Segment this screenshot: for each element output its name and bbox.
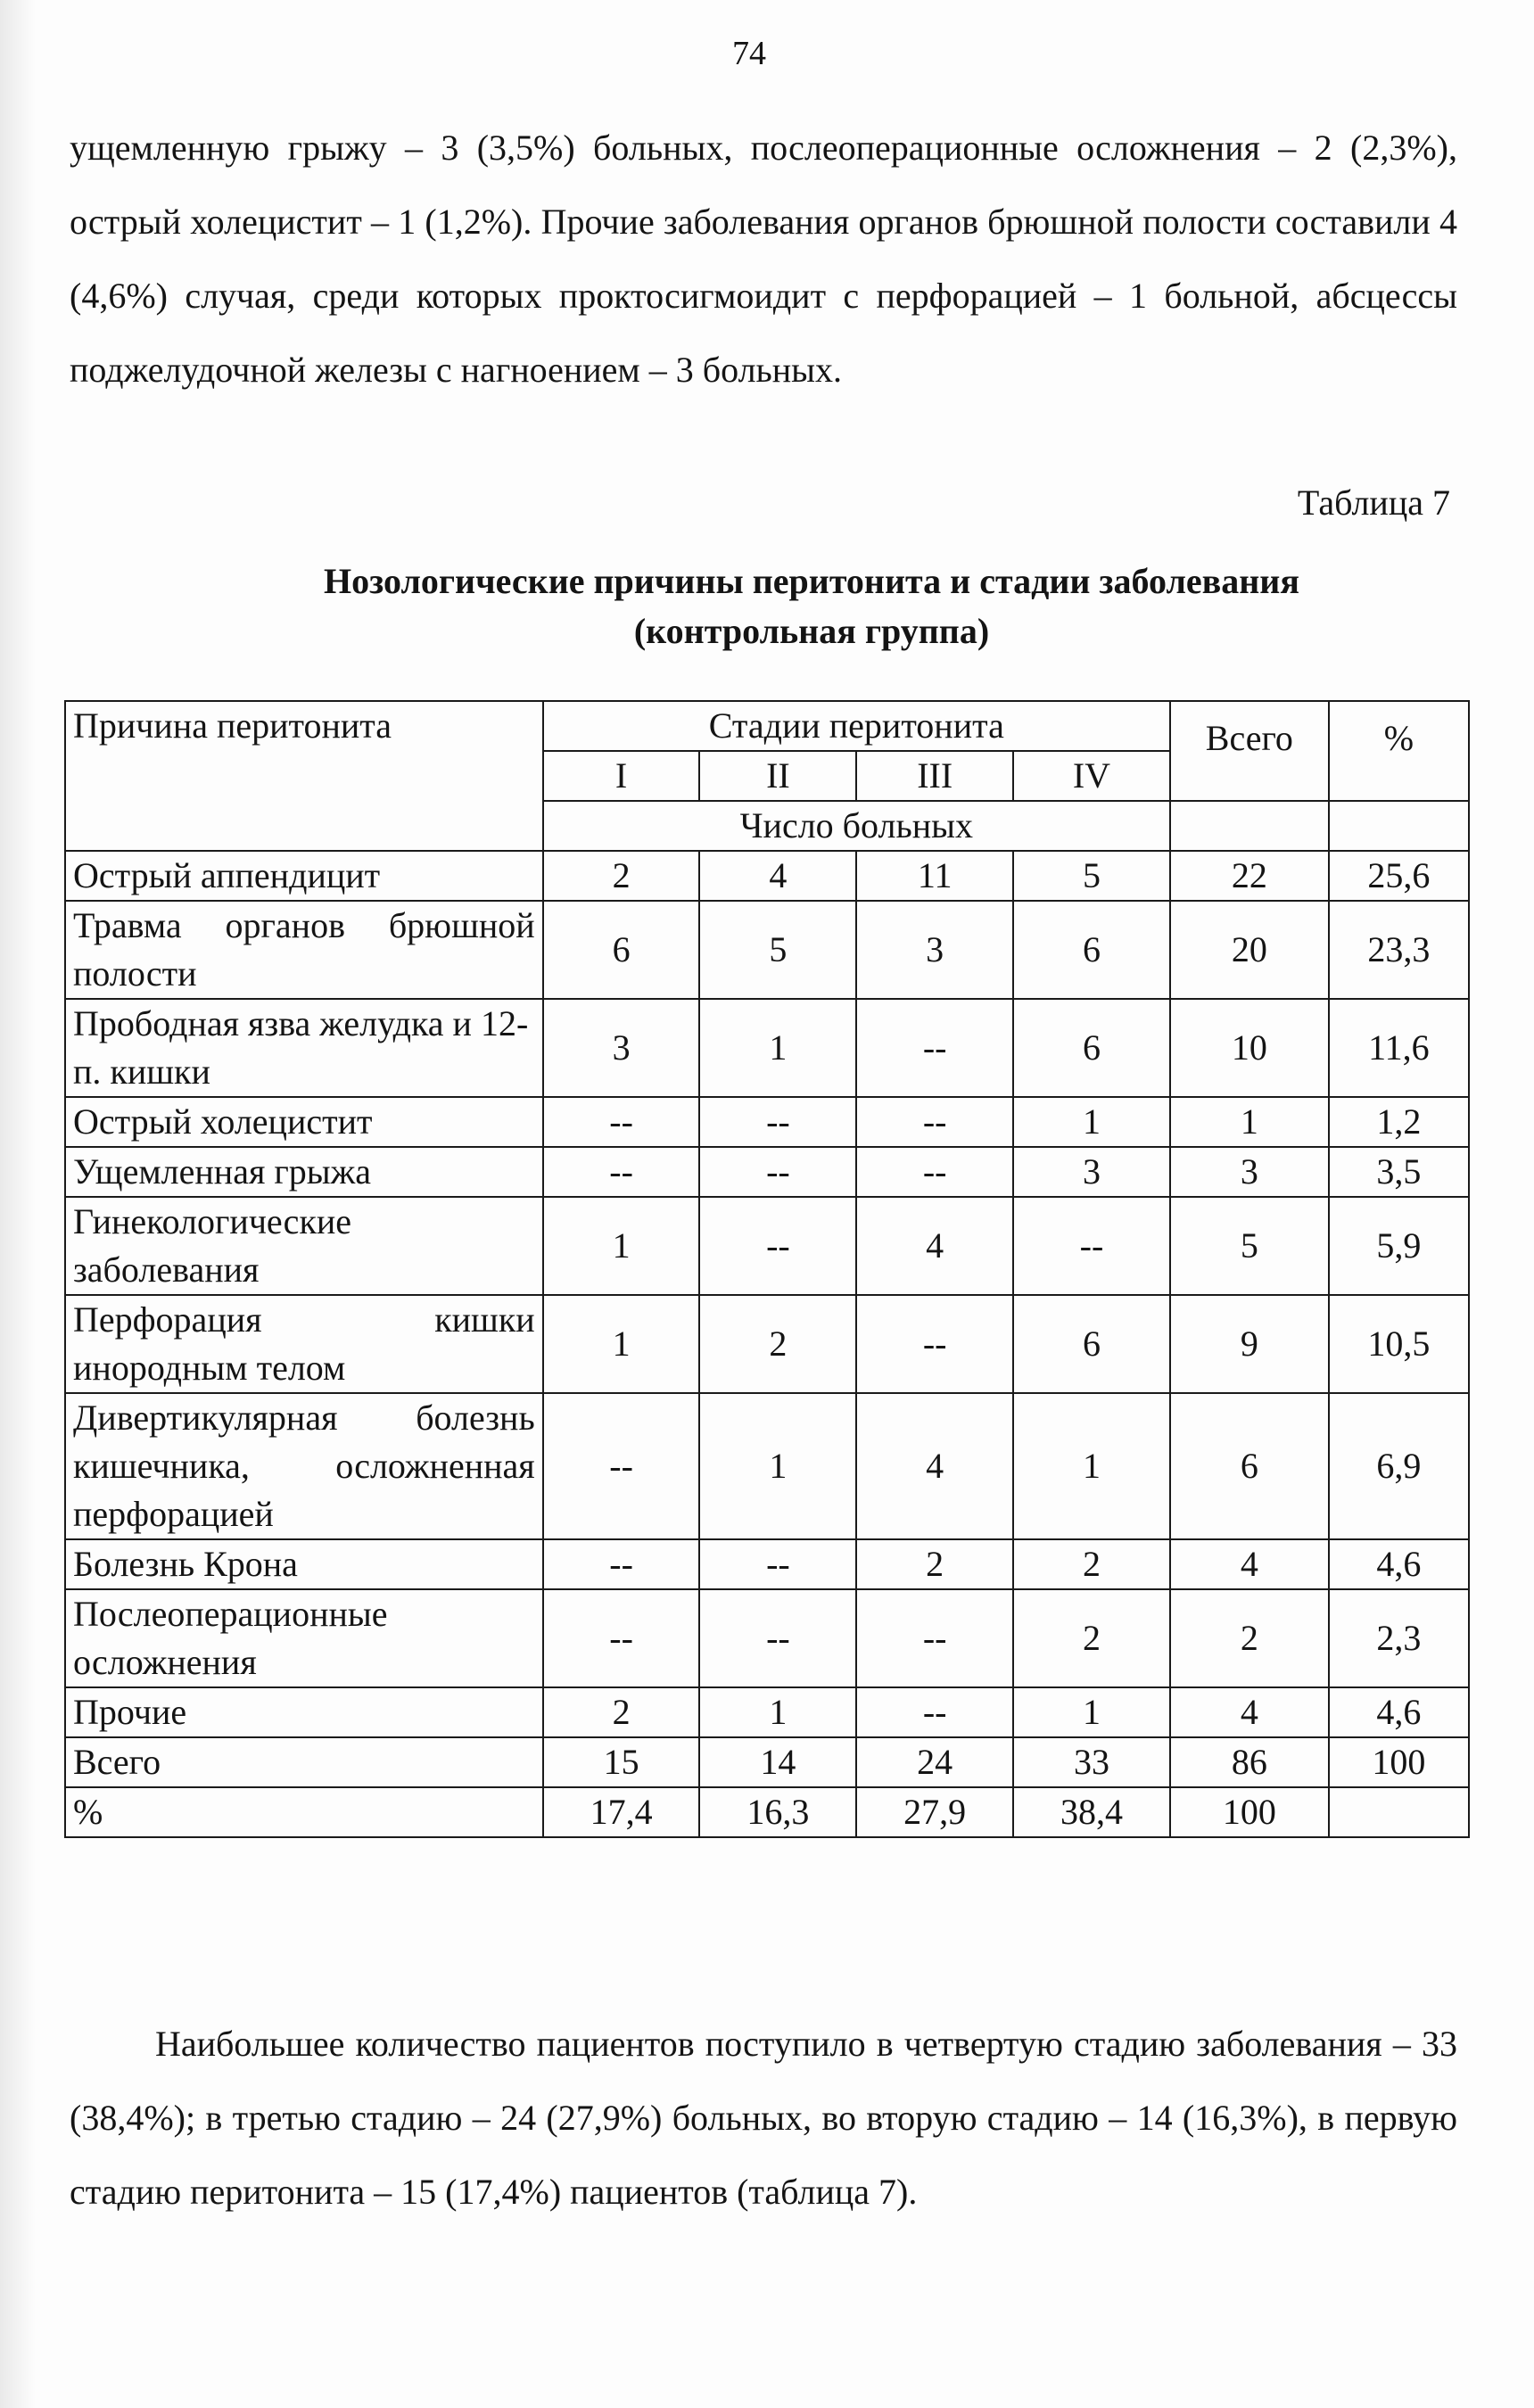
row-stage-1-value: 2 <box>543 851 700 901</box>
header-stage-3: III <box>856 751 1013 801</box>
row-stage-4-value: 6 <box>1013 901 1170 999</box>
row-percent: 4,6 <box>1329 1687 1469 1737</box>
table-row <box>65 999 1469 1097</box>
row-stage-3-value: 3 <box>856 901 1013 999</box>
row-cause: Всего <box>65 1737 543 1787</box>
row-stage-2-value: 1 <box>699 1687 856 1737</box>
row-stage-1-value: -- <box>543 1097 700 1147</box>
row-stage-4-value: 1 <box>1013 1097 1170 1147</box>
row-stage-1-value: -- <box>543 1393 700 1539</box>
row-stage-3-value: 4 <box>856 1197 1013 1295</box>
row-stage-4-value: 1 <box>1013 1687 1170 1737</box>
row-stage-2-value: -- <box>699 1589 856 1687</box>
row-stage-2-value: 4 <box>699 851 856 901</box>
table-row <box>65 901 1469 999</box>
row-stage-4-value: 2 <box>1013 1539 1170 1589</box>
scan-edge-shadow <box>0 0 36 2408</box>
row-stage-3-value: 11 <box>856 851 1013 901</box>
row-stage-1-value: -- <box>543 1539 700 1589</box>
row-stage-3-value: 27,9 <box>856 1787 1013 1837</box>
row-total: 3 <box>1170 1147 1329 1197</box>
table-label: Таблица 7 <box>1297 482 1450 523</box>
row-stage-2-value: -- <box>699 1147 856 1197</box>
table-row <box>65 1787 1469 1837</box>
row-stage-2-value: 16,3 <box>699 1787 856 1837</box>
row-stage-1-value: 15 <box>543 1737 700 1787</box>
table-row <box>65 851 1469 901</box>
row-stage-1-value: 3 <box>543 999 700 1097</box>
table-title <box>178 557 1445 656</box>
row-stage-4-value: 3 <box>1013 1147 1170 1197</box>
table-row <box>65 1097 1469 1147</box>
row-percent: 100 <box>1329 1737 1469 1787</box>
row-stage-4-value: 6 <box>1013 1295 1170 1393</box>
row-total: 1 <box>1170 1097 1329 1147</box>
row-stage-2-value: 14 <box>699 1737 856 1787</box>
row-stage-4-value: 1 <box>1013 1393 1170 1539</box>
row-cause: Дивертикулярная болезнь кишечника, осложненная перфорацией <box>65 1393 543 1539</box>
row-total: 5 <box>1170 1197 1329 1295</box>
row-total: 9 <box>1170 1295 1329 1393</box>
row-total: 4 <box>1170 1687 1329 1737</box>
row-stage-4-value: 33 <box>1013 1737 1170 1787</box>
row-total: 2 <box>1170 1589 1329 1687</box>
header-cause: Причина перитонита <box>65 701 543 851</box>
row-stage-3-value: 24 <box>856 1737 1013 1787</box>
header-empty-cell <box>1329 801 1469 851</box>
row-stage-3-value: -- <box>856 1687 1013 1737</box>
row-stage-4-value: 6 <box>1013 999 1170 1097</box>
row-stage-4-value: 38,4 <box>1013 1787 1170 1837</box>
table-header-row-1 <box>65 701 1469 751</box>
table-row <box>65 1589 1469 1687</box>
intro-paragraph: ущемленную грыжу – 3 (3,5%) больных, послеоперационные осложнения – 2 (2,3%), острый холецистит – 1 (1,2%). Прочие заболевания органов брюшной полости составили 4 (4,6%) случая, среди которых проктосигмоидит с перфорацией – 1 больной, абсцессы поджелудочной железы с нагноением – 3 больных. <box>70 128 1457 390</box>
row-stage-2-value: -- <box>699 1539 856 1589</box>
row-stage-3-value: -- <box>856 1589 1013 1687</box>
row-stage-1-value: 2 <box>543 1687 700 1737</box>
row-cause: Гинекологические заболевания <box>65 1197 543 1295</box>
closing-paragraph: Наибольшее количество пациентов поступило в четвертую стадию заболевания – 33 (38,4%); в третью стадию – 24 (27,9%) больных, во вторую стадию – 14 (16,3%), в первую стадию перитонита – 15 (17,4%) пациентов (таблица 7). <box>70 2024 1457 2212</box>
row-cause: Перфорация кишки инородным телом <box>65 1295 543 1393</box>
row-stage-3-value: 2 <box>856 1539 1013 1589</box>
header-stage-1: I <box>543 751 700 801</box>
row-stage-2-value: -- <box>699 1197 856 1295</box>
row-stage-4-value: 2 <box>1013 1589 1170 1687</box>
row-stage-3-value: -- <box>856 1097 1013 1147</box>
row-cause: Болезнь Крона <box>65 1539 543 1589</box>
table-row <box>65 1737 1469 1787</box>
row-total: 22 <box>1170 851 1329 901</box>
table-row <box>65 1197 1469 1295</box>
row-stage-3-value: -- <box>856 1147 1013 1197</box>
row-percent: 23,3 <box>1329 901 1469 999</box>
row-stage-1-value: 1 <box>543 1197 700 1295</box>
row-percent: 5,9 <box>1329 1197 1469 1295</box>
row-stage-3-value: 4 <box>856 1393 1013 1539</box>
row-percent: 6,9 <box>1329 1393 1469 1539</box>
row-cause: Ущемленная грыжа <box>65 1147 543 1197</box>
row-stage-2-value: 1 <box>699 1393 856 1539</box>
row-stage-1-value: 17,4 <box>543 1787 700 1837</box>
row-stage-2-value: 2 <box>699 1295 856 1393</box>
row-percent: 3,5 <box>1329 1147 1469 1197</box>
table-title-line-1: Нозологические причины перитонита и стадии заболевания <box>324 561 1299 601</box>
row-stage-3-value: -- <box>856 1295 1013 1393</box>
row-total: 100 <box>1170 1787 1329 1837</box>
header-empty-cell <box>1170 801 1329 851</box>
row-percent <box>1329 1787 1469 1837</box>
peritonitis-table <box>64 700 1470 1838</box>
row-stage-1-value: -- <box>543 1147 700 1197</box>
header-patient-count: Число больных <box>543 801 1170 851</box>
row-percent: 1,2 <box>1329 1097 1469 1147</box>
row-total: 20 <box>1170 901 1329 999</box>
row-cause: Травма органов брюшной полости <box>65 901 543 999</box>
table-row <box>65 1539 1469 1589</box>
row-stage-4-value: -- <box>1013 1197 1170 1295</box>
header-percent: % <box>1329 701 1469 801</box>
row-cause: Прочие <box>65 1687 543 1737</box>
header-stages: Стадии перитонита <box>543 701 1170 751</box>
row-total: 4 <box>1170 1539 1329 1589</box>
row-stage-3-value: -- <box>856 999 1013 1097</box>
row-total: 86 <box>1170 1737 1329 1787</box>
header-stage-4: IV <box>1013 751 1170 801</box>
row-stage-1-value: 6 <box>543 901 700 999</box>
row-stage-2-value: 1 <box>699 999 856 1097</box>
row-percent: 2,3 <box>1329 1589 1469 1687</box>
table-title-line-2: (контрольная группа) <box>633 611 990 651</box>
row-percent: 11,6 <box>1329 999 1469 1097</box>
row-cause: % <box>65 1787 543 1837</box>
row-percent: 25,6 <box>1329 851 1469 901</box>
row-stage-2-value: -- <box>699 1097 856 1147</box>
row-stage-1-value: -- <box>543 1589 700 1687</box>
table-row <box>65 1687 1469 1737</box>
header-total: Всего <box>1170 701 1329 801</box>
row-percent: 4,6 <box>1329 1539 1469 1589</box>
row-stage-4-value: 5 <box>1013 851 1170 901</box>
row-cause: Прободная язва желудка и 12-п. кишки <box>65 999 543 1097</box>
row-stage-1-value: 1 <box>543 1295 700 1393</box>
table-row <box>65 1295 1469 1393</box>
table-row <box>65 1393 1469 1539</box>
page-number: 74 <box>732 35 766 72</box>
row-total: 10 <box>1170 999 1329 1097</box>
row-total: 6 <box>1170 1393 1329 1539</box>
row-percent: 10,5 <box>1329 1295 1469 1393</box>
header-stage-2: II <box>699 751 856 801</box>
row-cause: Острый аппендицит <box>65 851 543 901</box>
row-stage-2-value: 5 <box>699 901 856 999</box>
row-cause: Послеоперационные осложнения <box>65 1589 543 1687</box>
table-row <box>65 1147 1469 1197</box>
row-cause: Острый холецистит <box>65 1097 543 1147</box>
